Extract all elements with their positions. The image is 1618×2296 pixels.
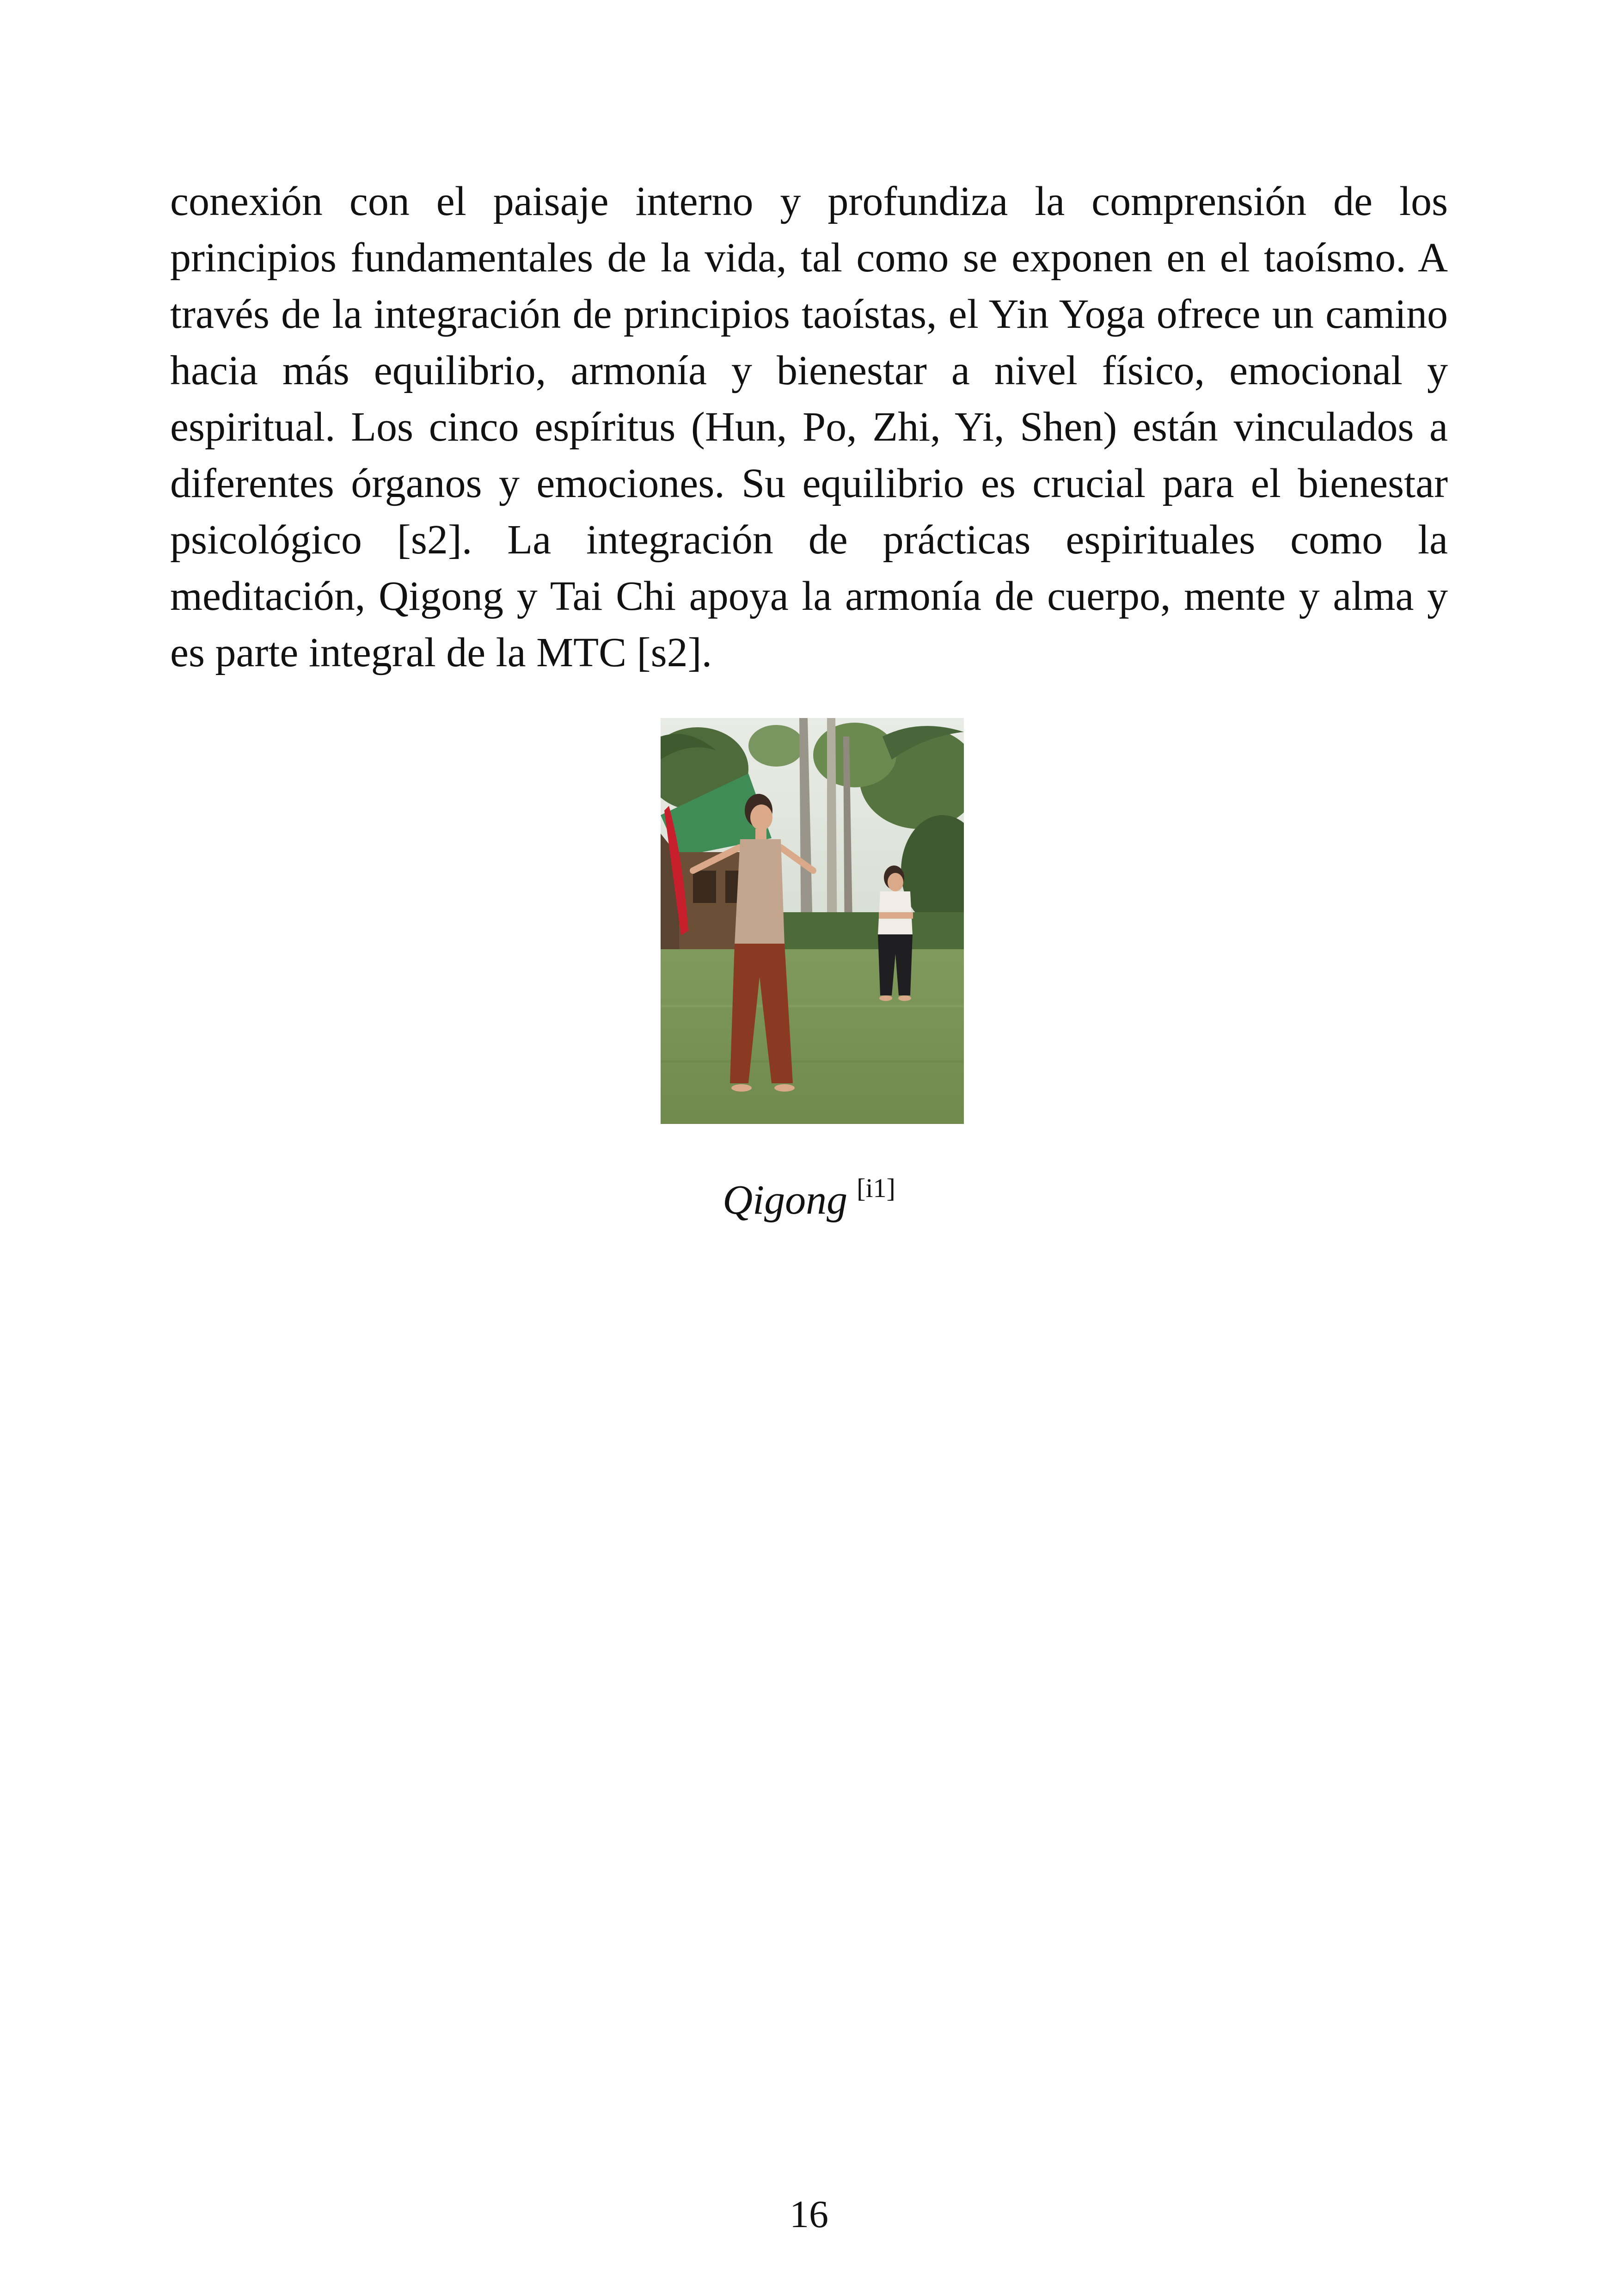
qigong-photo <box>661 718 964 1124</box>
body-paragraph: conexión con el paisaje interno y profundiza la comprensión de los principios fundamentales de la vida, tal como se exponen en el taoísmo. A través de la integración de principios taoístas, el Yin Yoga ofrece un camino hacia más equilibrio, armonía y bienestar a nivel físico, emocional y espiritual. Los cinco espíritus (Hun, Po, Zhi, Yi, Shen) están vinculados a diferentes órganos y emociones. Su equilibrio es crucial para el bienestar psicológico [s2]. La integración de prácticas espirituales como la meditación, Qigong y Tai Chi apoya la armonía de cuerpo, mente y alma y es parte integral de la MTC [s2]. <box>170 178 1448 675</box>
page-number: 16 <box>790 2193 828 2236</box>
figure-caption <box>0 1163 1618 1226</box>
figure-reference: [i1] <box>857 1173 895 1203</box>
figure-caption-text: Qigong <box>723 1177 848 1223</box>
